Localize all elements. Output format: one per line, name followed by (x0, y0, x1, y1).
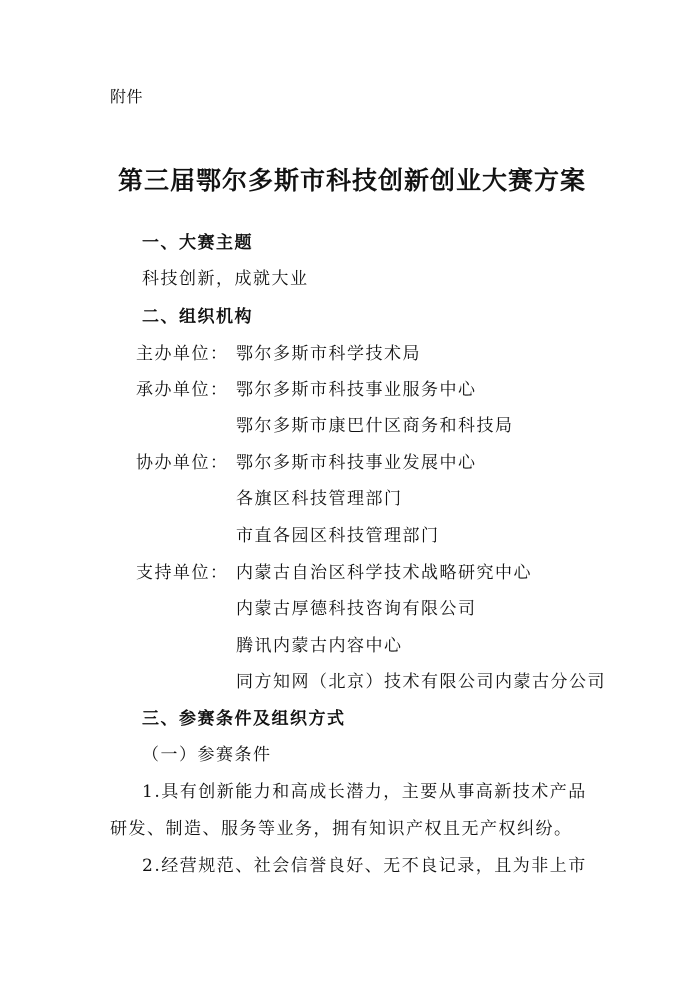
supporter-label: 支持单位： (136, 563, 229, 583)
supporter-item: 内蒙古自治区科学技术战略研究中心 (236, 563, 532, 583)
undertaker-item: 鄂尔多斯市科技事业服务中心 (236, 380, 477, 400)
organizer-item: 鄂尔多斯市科学技术局 (236, 344, 421, 364)
document-title: 第三届鄂尔多斯市科技创新创业大赛方案 (118, 166, 587, 195)
section-3-heading: 三、参赛条件及组织方式 (142, 709, 346, 729)
section-2-heading: 二、组织机构 (142, 307, 253, 327)
condition-item-1: 1.具有创新能力和高成长潜力，主要从事高新技术产品 (142, 782, 587, 802)
co-organizer-label: 协办单位： (136, 453, 229, 473)
undertaker-item: 鄂尔多斯市康巴什区商务和科技局 (236, 416, 514, 436)
supporter-item: 腾讯内蒙古内容中心 (236, 636, 403, 656)
supporter-item: 内蒙古厚德科技咨询有限公司 (236, 599, 477, 619)
co-organizer-item: 各旗区科技管理部门 (236, 489, 403, 509)
attachment-label: 附件 (110, 87, 144, 106)
undertaker-label: 承办单位： (136, 380, 229, 400)
supporter-item: 同方知网（北京）技术有限公司内蒙古分公司 (236, 672, 606, 692)
condition-item-1-continued: 研发、制造、服务等业务，拥有知识产权且无产权纠纷。 (110, 819, 573, 839)
section-1-content: 科技创新，成就大业 (142, 269, 309, 289)
co-organizer-item: 市直各园区科技管理部门 (236, 526, 440, 546)
condition-item-2: 2.经营规范、社会信誉良好、无不良记录，且为非上市 (142, 856, 587, 876)
co-organizer-item: 鄂尔多斯市科技事业发展中心 (236, 453, 477, 473)
organizer-label: 主办单位： (136, 344, 229, 364)
section-3-subheading: （一）参赛条件 (142, 745, 272, 765)
section-1-heading: 一、大赛主题 (142, 233, 253, 253)
